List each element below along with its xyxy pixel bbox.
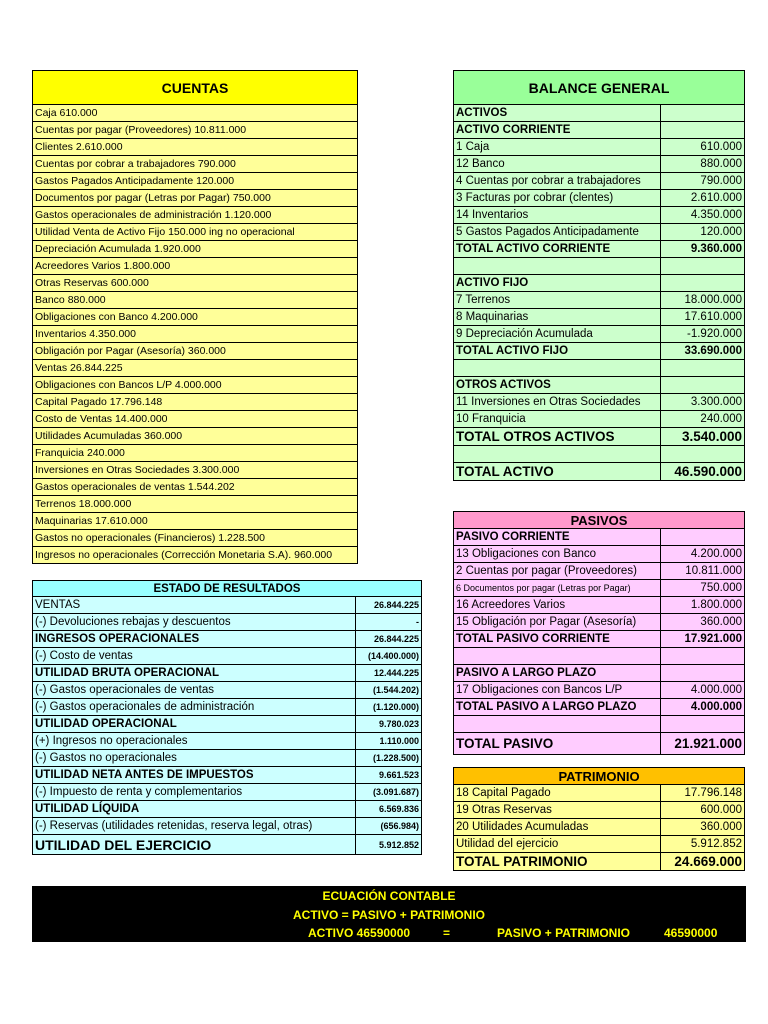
table-row xyxy=(453,360,745,377)
table-row xyxy=(453,394,745,411)
row-value: 10.811.000 xyxy=(660,563,744,579)
row-value: 9.661.523 xyxy=(355,767,421,783)
row-label: 5 Gastos Pagados Anticipadamente xyxy=(456,226,639,238)
row-label: 10 Franquicia xyxy=(456,413,526,425)
table-row xyxy=(453,122,745,139)
table-row xyxy=(32,767,422,784)
table-row xyxy=(453,139,745,156)
ecuacion-pasivo-patrimonio-label: PASIVO + PATRIMONIO xyxy=(497,926,631,940)
row-label: 3 Facturas por cobrar (clentes) xyxy=(456,192,614,204)
row-value: 9.360.000 xyxy=(660,241,744,257)
pasivos-table xyxy=(453,511,745,755)
account-row xyxy=(32,275,358,292)
table-row xyxy=(453,224,745,241)
row-value: 24.669.000 xyxy=(660,853,744,870)
row-label: 16 Acreedores Varios xyxy=(456,599,566,611)
table-row xyxy=(32,631,422,648)
account-row xyxy=(32,343,358,360)
row-label: 19 Otras Reservas xyxy=(456,804,552,816)
table-row xyxy=(453,343,745,360)
account-row xyxy=(32,377,358,394)
row-value: 1.110.000 xyxy=(355,733,421,749)
row-label: TOTAL PASIVO CORRIENTE xyxy=(456,633,610,645)
table-row xyxy=(32,835,422,855)
row-label: 1 Caja xyxy=(456,141,490,153)
row-value: 4.200.000 xyxy=(660,546,744,562)
table-row xyxy=(453,207,745,224)
row-label: 12 Banco xyxy=(456,158,505,170)
account-row xyxy=(32,122,358,139)
account-text: Gastos no operacionales (Financieros) 1.228.500 xyxy=(35,532,265,544)
row-value: 2.610.000 xyxy=(660,190,744,206)
row-value: (1.120.000) xyxy=(355,699,421,715)
row-value xyxy=(660,360,744,376)
table-row xyxy=(32,716,422,733)
row-value: (1.544.202) xyxy=(355,682,421,698)
table-row xyxy=(453,631,745,648)
table-row xyxy=(453,597,745,614)
row-label: 17 Obligaciones con Bancos L/P xyxy=(456,684,623,696)
row-value: 18.000.000 xyxy=(660,292,744,308)
row-value: 360.000 xyxy=(660,614,744,630)
table-row xyxy=(453,190,745,207)
row-label: 14 Inventarios xyxy=(456,209,529,221)
row-value: 3.540.000 xyxy=(660,428,744,445)
row-label xyxy=(454,648,660,664)
account-text: Ventas 26.844.225 xyxy=(35,362,123,374)
table-row xyxy=(453,716,745,733)
row-value: 1.800.000 xyxy=(660,597,744,613)
row-value xyxy=(660,648,744,664)
account-text: Terrenos 18.000.000 xyxy=(35,498,132,510)
account-row xyxy=(32,411,358,428)
account-text: Utilidad Venta de Activo Fijo 150.000 ing no operacional xyxy=(35,226,295,238)
row-label: INGRESOS OPERACIONALES xyxy=(35,633,200,645)
row-value: 5.912.852 xyxy=(660,836,744,852)
row-value: 9.780.023 xyxy=(355,716,421,732)
row-value xyxy=(660,446,744,462)
cuentas-title: CUENTAS xyxy=(32,70,358,105)
row-label: Utilidad del ejercicio xyxy=(456,838,559,850)
pasivos-rows xyxy=(453,529,745,755)
row-label xyxy=(454,716,660,732)
row-value: 6.569.836 xyxy=(355,801,421,817)
row-value xyxy=(660,529,744,545)
table-row xyxy=(453,819,745,836)
row-label: ACTIVO CORRIENTE xyxy=(456,124,571,136)
patrimonio-rows xyxy=(453,785,745,871)
table-row xyxy=(32,699,422,716)
row-label: (-) Impuesto de renta y complementarios xyxy=(35,786,243,798)
row-value: (656.984) xyxy=(355,818,421,834)
account-row xyxy=(32,547,358,564)
row-label xyxy=(454,258,660,274)
row-value: 33.690.000 xyxy=(660,343,744,359)
row-label: (-) Reservas (utilidades retenidas, reserva legal, otras) xyxy=(35,820,313,832)
estado-title: ESTADO DE RESULTADOS xyxy=(32,580,422,597)
account-text: Capital Pagado 17.796.148 xyxy=(35,396,163,408)
table-row xyxy=(453,853,745,871)
account-row xyxy=(32,462,358,479)
row-value: 4.000.000 xyxy=(660,682,744,698)
table-row xyxy=(453,802,745,819)
table-row xyxy=(453,648,745,665)
table-row xyxy=(453,428,745,446)
estado-de-resultados-table xyxy=(32,580,422,855)
table-row xyxy=(453,614,745,631)
account-row xyxy=(32,258,358,275)
row-label: (-) Devoluciones rebajas y descuentos xyxy=(35,616,231,628)
balance-general-title: BALANCE GENERAL xyxy=(453,70,745,105)
row-label xyxy=(454,446,660,462)
table-row xyxy=(453,326,745,343)
row-value: 46.590.000 xyxy=(660,463,744,480)
row-value: 610.000 xyxy=(660,139,744,155)
row-value: 26.844.225 xyxy=(355,597,421,613)
row-label: UTILIDAD NETA ANTES DE IMPUESTOS xyxy=(35,769,254,781)
row-label: TOTAL OTROS ACTIVOS xyxy=(456,429,615,444)
row-value: 790.000 xyxy=(660,173,744,189)
account-text: Gastos operacionales de ventas 1.544.202 xyxy=(35,481,235,493)
row-label: TOTAL PASIVO xyxy=(456,736,554,751)
row-label: (-) Costo de ventas xyxy=(35,650,133,662)
table-row xyxy=(453,258,745,275)
row-value xyxy=(660,122,744,138)
table-row xyxy=(453,463,745,481)
account-text: Acreedores Varios 1.800.000 xyxy=(35,260,171,272)
row-label: 2 Cuentas por pagar (Proveedores) xyxy=(456,565,637,577)
table-row xyxy=(453,292,745,309)
table-row xyxy=(453,563,745,580)
patrimonio-table xyxy=(453,767,745,871)
row-value: (14.400.000) xyxy=(355,648,421,664)
account-text: Cuentas por pagar (Proveedores) 10.811.000 xyxy=(35,124,247,136)
row-label: ACTIVO FIJO xyxy=(456,277,529,289)
account-text: Maquinarias 17.610.000 xyxy=(35,515,148,527)
row-label: 15 Obligación por Pagar (Asesoría) xyxy=(456,616,637,628)
account-row xyxy=(32,326,358,343)
table-row xyxy=(453,377,745,394)
row-label: 13 Obligaciones con Banco xyxy=(456,548,597,560)
table-row xyxy=(453,105,745,122)
row-value: -1.920.000 xyxy=(660,326,744,342)
account-row xyxy=(32,496,358,513)
account-text: Documentos por pagar (Letras por Pagar) 750.000 xyxy=(35,192,271,204)
cuentas-rows xyxy=(32,105,358,564)
row-label: TOTAL ACTIVO FIJO xyxy=(456,345,569,357)
row-value: 4.000.000 xyxy=(660,699,744,715)
row-value xyxy=(660,716,744,732)
account-row xyxy=(32,360,358,377)
row-value xyxy=(660,377,744,393)
estado-rows xyxy=(32,597,422,855)
ecuacion-pasivo-patrimonio-value: 46590000 xyxy=(664,926,718,940)
account-text: Obligación por Pagar (Asesoría) 360.000 xyxy=(35,345,226,357)
account-row xyxy=(32,513,358,530)
account-text: Otras Reservas 600.000 xyxy=(35,277,149,289)
row-value: 21.921.000 xyxy=(660,733,744,754)
row-label: UTILIDAD BRUTA OPERACIONAL xyxy=(35,667,219,679)
row-value: 4.350.000 xyxy=(660,207,744,223)
table-row xyxy=(453,785,745,802)
ecuacion-formula: ACTIVO = PASIVO + PATRIMONIO xyxy=(292,908,486,922)
table-row xyxy=(453,309,745,326)
table-row xyxy=(453,275,745,292)
account-text: Franquicia 240.000 xyxy=(35,447,125,459)
row-label: VENTAS xyxy=(35,599,81,611)
account-row xyxy=(32,139,358,156)
row-value: 17.610.000 xyxy=(660,309,744,325)
pasivos-title: PASIVOS xyxy=(453,511,745,529)
row-value: 26.844.225 xyxy=(355,631,421,647)
table-row xyxy=(453,733,745,755)
account-row xyxy=(32,445,358,462)
account-row xyxy=(32,309,358,326)
row-value: (3.091.687) xyxy=(355,784,421,800)
table-row xyxy=(32,733,422,750)
row-value xyxy=(660,665,744,681)
row-value: - xyxy=(355,614,421,630)
account-row xyxy=(32,292,358,309)
table-row xyxy=(32,818,422,835)
row-label: TOTAL PASIVO A LARGO PLAZO xyxy=(456,701,637,713)
row-value: 5.912.852 xyxy=(355,835,421,854)
table-row xyxy=(32,750,422,767)
account-text: Inversiones en Otras Sociedades 3.300.000 xyxy=(35,464,240,476)
account-text: Obligaciones con Banco 4.200.000 xyxy=(35,311,198,323)
account-text: Utilidades Acumuladas 360.000 xyxy=(35,430,183,442)
row-label: ACTIVOS xyxy=(456,107,508,119)
row-label: 7 Terrenos xyxy=(456,294,511,306)
row-value xyxy=(660,105,744,121)
row-value: 120.000 xyxy=(660,224,744,240)
table-row xyxy=(453,156,745,173)
balance-rows xyxy=(453,105,745,481)
account-text: Cuentas por cobrar a trabajadores 790.000 xyxy=(35,158,236,170)
account-row xyxy=(32,224,358,241)
balance-general-table xyxy=(453,70,745,481)
ecuacion-contable-banner xyxy=(32,886,746,942)
row-label: TOTAL ACTIVO CORRIENTE xyxy=(456,243,611,255)
account-row xyxy=(32,105,358,122)
row-value: (1.228.500) xyxy=(355,750,421,766)
account-row xyxy=(32,207,358,224)
row-value: 12.444.225 xyxy=(355,665,421,681)
table-row xyxy=(453,682,745,699)
row-value: 750.000 xyxy=(660,580,744,596)
row-label: OTROS ACTIVOS xyxy=(456,379,551,391)
account-row xyxy=(32,241,358,258)
row-label: TOTAL PATRIMONIO xyxy=(456,854,588,869)
row-value: 880.000 xyxy=(660,156,744,172)
row-label: PASIVO A LARGO PLAZO xyxy=(456,667,597,679)
table-row xyxy=(32,784,422,801)
row-value: 3.300.000 xyxy=(660,394,744,410)
account-text: Clientes 2.610.000 xyxy=(35,141,123,153)
account-text: Ingresos no operacionales (Corrección Monetaria S.A). 960.000 xyxy=(35,549,333,561)
row-label: UTILIDAD DEL EJERCICIO xyxy=(35,836,212,853)
account-text: Caja 610.000 xyxy=(35,107,98,119)
row-label: 11 Inversiones en Otras Sociedades xyxy=(456,396,641,408)
account-text: Obligaciones con Bancos L/P 4.000.000 xyxy=(35,379,222,391)
table-row xyxy=(32,597,422,614)
ecuacion-activo-value: ACTIVO 46590000 xyxy=(308,926,411,940)
row-label: UTILIDAD LÍQUIDA xyxy=(35,803,140,815)
account-row xyxy=(32,173,358,190)
table-row xyxy=(32,801,422,818)
table-row xyxy=(453,411,745,428)
ecuacion-title: ECUACIÓN CONTABLE xyxy=(322,889,456,903)
row-label: UTILIDAD OPERACIONAL xyxy=(35,718,177,730)
account-text: Inventarios 4.350.000 xyxy=(35,328,136,340)
row-label: (-) Gastos no operacionales xyxy=(35,752,177,764)
account-row xyxy=(32,479,358,496)
table-row xyxy=(453,665,745,682)
row-value: 17.921.000 xyxy=(660,631,744,647)
table-row xyxy=(453,241,745,258)
row-label: (+) Ingresos no operacionales xyxy=(35,735,188,747)
account-row xyxy=(32,156,358,173)
row-label: TOTAL ACTIVO xyxy=(456,464,554,479)
row-value: 600.000 xyxy=(660,802,744,818)
table-row xyxy=(453,580,745,597)
row-label: 20 Utilidades Acumuladas xyxy=(456,821,589,833)
table-row xyxy=(32,648,422,665)
row-label: 9 Depreciación Acumulada xyxy=(456,328,593,340)
account-row xyxy=(32,530,358,547)
table-row xyxy=(32,665,422,682)
account-row xyxy=(32,190,358,207)
account-text: Banco 880.000 xyxy=(35,294,106,306)
table-row xyxy=(32,682,422,699)
account-row xyxy=(32,394,358,411)
table-row xyxy=(32,614,422,631)
row-label xyxy=(454,360,660,376)
table-row xyxy=(453,173,745,190)
account-text: Depreciación Acumulada 1.920.000 xyxy=(35,243,201,255)
table-row xyxy=(453,546,745,563)
table-row xyxy=(453,529,745,546)
row-value: 360.000 xyxy=(660,819,744,835)
row-label: 6 Documentos por pagar (Letras por Pagar) xyxy=(456,583,631,593)
account-text: Gastos Pagados Anticipadamente 120.000 xyxy=(35,175,235,187)
row-label: 18 Capital Pagado xyxy=(456,787,551,799)
table-row xyxy=(453,836,745,853)
row-value: 17.796.148 xyxy=(660,785,744,801)
row-label: (-) Gastos operacionales de administración xyxy=(35,701,255,713)
account-row xyxy=(32,428,358,445)
table-row xyxy=(453,446,745,463)
row-label: (-) Gastos operacionales de ventas xyxy=(35,684,214,696)
account-text: Gastos operacionales de administración 1.120.000 xyxy=(35,209,272,221)
cuentas-table xyxy=(32,70,358,564)
ecuacion-equals: = xyxy=(443,926,451,940)
patrimonio-title: PATRIMONIO xyxy=(453,767,745,785)
row-label: 4 Cuentas por cobrar a trabajadores xyxy=(456,175,641,187)
row-value xyxy=(660,258,744,274)
row-value xyxy=(660,275,744,291)
row-value: 240.000 xyxy=(660,411,744,427)
table-row xyxy=(453,699,745,716)
account-text: Costo de Ventas 14.400.000 xyxy=(35,413,168,425)
row-label: PASIVO CORRIENTE xyxy=(456,531,570,543)
row-label: 8 Maquinarias xyxy=(456,311,529,323)
